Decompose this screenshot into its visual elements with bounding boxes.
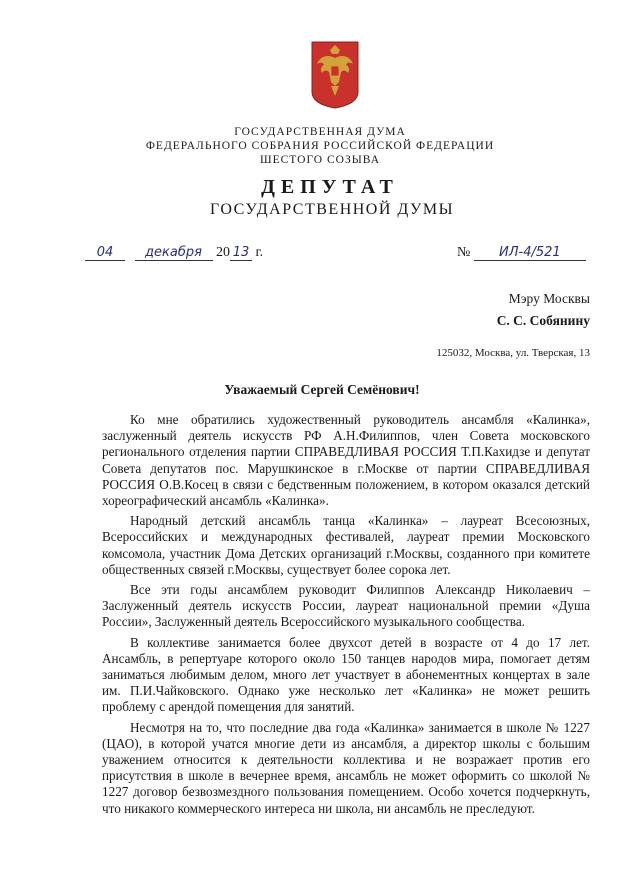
document-subtitle: ГОСУДАРСТВЕННОЙ ДУМЫ [209,201,455,218]
document-title: ДЕПУТАТ [261,176,399,198]
org-line-2: ФЕДЕРАЛЬНОГО СОБРАНИЯ РОССИЙСКОЙ ФЕДЕРАЦИИ [145,140,495,152]
reference-number: ИЛ-4/521 [474,245,586,261]
date-day: 04 [85,245,125,261]
recipient-line-2: С. С. Собянину [496,313,590,328]
org-line-3: ШЕСТОГО СОЗЫВА [259,154,381,166]
recipient-address: 125032, Москва, ул. Тверская, 13 [436,347,590,359]
date-year-suffix: 13 [230,245,252,261]
coat-of-arms-emblem [310,40,360,110]
date-year-prefix: 20 [216,245,230,260]
org-line-1: ГОСУДАРСТВЕННАЯ ДУМА [234,126,406,138]
date-year-unit: г. [255,245,264,260]
paragraph: Ко мне обратились художественный руководитель ансамбля «Калинка», заслуженный деятель искусств РФ А.Н.Филиппов, член Совета московского регионального отделения партии СПРАВЕДЛИВАЯ РОССИЯ Т.П.Кахидзе и депутат Совета депутатов пос. Марушкинское в г.Москве от партии СПРАВЕДЛИВАЯ РОССИЯ О.В.Косец в связи с бедственным положением, в котором оказался детский хореографический ансамбль «Калинка». [102,412,590,509]
date-month: декабря [135,245,213,261]
paragraph: Народный детский ансамбль танца «Калинка» – лауреат Всесоюзных, Всероссийских и международных фестивалей, лауреат премии Московского комсомола, участник Дома Детских организаций г.Москвы, созданного при комитете общественных связей г.Москвы, существует более сорока лет. [102,513,590,577]
paragraph: Несмотря на то, что последние два года «Калинка» занимается в школе № 1227 (ЦАО), в которой учатся многие дети из ансамбля, а директор школы с большим уважением относится к деятельности коллектива и не возражает против его присутствия в школе в вечернее время, ансамбль не может оформить со школой № 1227 договор безвозмездного пользования помещением. Особо хочется подчеркнуть, что никакого коммерческого интереса ни школа, ни ансамбль не преследуют. [102,719,590,816]
paragraph: В коллективе занимается более двухсот детей в возрасте от 4 до 17 лет. Ансамбль, в репертуаре которого около 150 танцев народов мира, помогает детям заниматься любимым делом, много лет участвует в абонементных концертах в зале им. П.И.Чайковского. Однако уже несколько лет «Калинка» не может решить проблему с арендой помещения для занятий. [102,634,590,715]
reference-label: № [457,245,471,260]
letter-body [102,412,590,821]
paragraph: Все эти годы ансамблем руководит Филиппов Александр Николаевич – Заслуженный деятель искусств России, лауреат национальной премии «Душа России», Заслуженный деятель Всероссийского музыкального сообщества. [102,582,590,630]
recipient-line-1: Мэру Москвы [508,291,590,306]
greeting: Уважаемый Сергей Семёнович! [224,382,420,397]
reference-number-line [457,245,586,261]
date-line [85,245,263,261]
